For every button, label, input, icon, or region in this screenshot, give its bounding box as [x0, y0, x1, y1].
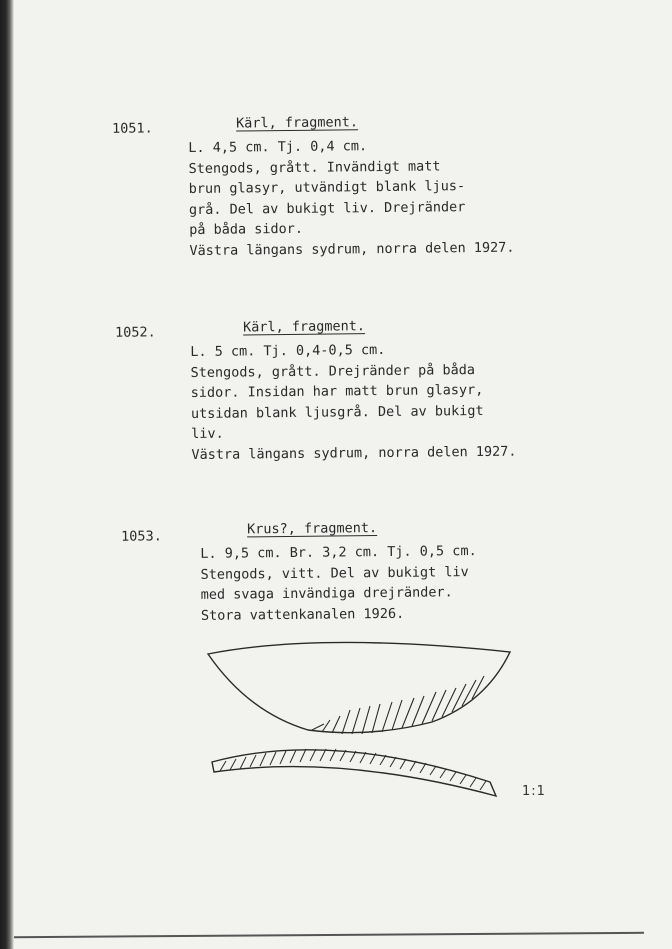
shard-hatching	[312, 676, 484, 734]
description-line: med svaga invändiga drejränder.	[200, 584, 453, 603]
description-line: grå. Del av bukigt liv. Drejränder	[188, 198, 466, 218]
description-line: Stengods, vitt. Del av bukigt liv	[200, 563, 469, 583]
description-line: på båda sidor.	[189, 220, 304, 239]
description-line: L. 5 cm. Tj. 0,4-0,5 cm.	[190, 341, 386, 361]
description-line: utsidan blank ljusgrå. Del av bukigt	[190, 402, 484, 422]
description-line: Stora vattenkanalen 1926.	[200, 605, 405, 624]
catalog-entry-1053	[0, 517, 672, 624]
entry-number: 1052.	[115, 324, 156, 341]
description-line: sidor. Insidan har matt brun glasyr,	[190, 381, 484, 402]
binding-edge	[0, 0, 14, 949]
page-bottom-edge	[14, 932, 644, 938]
description-line: brun glasyr, utvändigt blank ljus-	[188, 178, 466, 198]
entry-description	[190, 339, 516, 465]
scale-mark: 1:1	[522, 784, 546, 799]
entry-description	[200, 541, 477, 626]
shard-sketch	[200, 630, 520, 810]
description-line: liv.	[191, 425, 224, 443]
description-line: Västra längans sydrum, norra delen 1927.	[191, 443, 517, 463]
entry-title: Kärl, fragment.	[235, 114, 359, 132]
description-line: L. 4,5 cm. Tj. 0,4 cm.	[188, 138, 368, 157]
catalog-entry-1051	[0, 111, 672, 259]
entry-title: Krus?, fragment.	[246, 520, 378, 538]
entry-number: 1051.	[112, 120, 153, 137]
description-line: L. 9,5 cm. Br. 3,2 cm. Tj. 0,5 cm.	[200, 543, 477, 562]
entry-description	[188, 135, 514, 261]
entry-number: 1053.	[121, 528, 162, 545]
description-line: Stengods, grått. Invändigt matt	[188, 157, 441, 177]
description-line: Stengods, grått. Drejränder på båda	[190, 361, 476, 381]
entry-title: Kärl, fragment.	[242, 318, 366, 336]
description-line: Västra längans sydrum, norra delen 1927.	[189, 239, 515, 259]
catalog-entry-1052	[0, 315, 672, 463]
